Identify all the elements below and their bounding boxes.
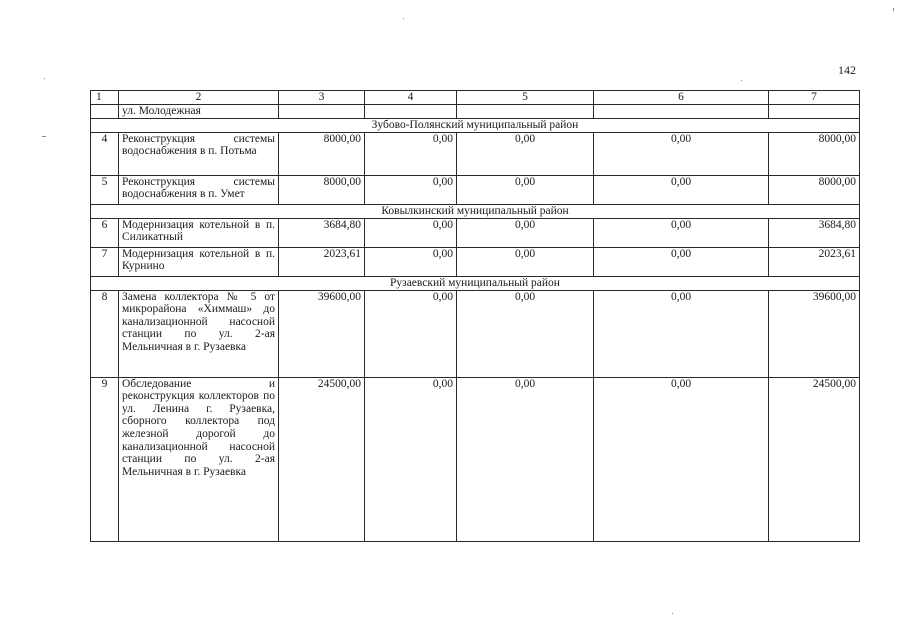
cell-col7: 39600,00 (769, 290, 860, 377)
scan-speck (672, 613, 673, 614)
row-number: 8 (91, 290, 119, 377)
column-header: 1 (91, 91, 119, 105)
object-name: Модернизация котельной в п. Курнино (119, 247, 279, 276)
continuation-row (91, 104, 860, 118)
table-row (91, 247, 860, 276)
cell-col6: 0,00 (594, 132, 769, 175)
cell-col7: 8000,00 (769, 132, 860, 175)
object-name: ул. Молодежная (119, 104, 279, 118)
cell-col3: 8000,00 (279, 175, 365, 204)
column-header: 4 (365, 91, 457, 105)
column-number-row (91, 91, 860, 105)
table-row (91, 132, 860, 175)
cell-col3: 3684,80 (279, 218, 365, 247)
cell-col7: 8000,00 (769, 175, 860, 204)
cell-col6: 0,00 (594, 290, 769, 377)
cell-col3: 2023,61 (279, 247, 365, 276)
object-name: Модернизация котельной в п. Силикатный (119, 218, 279, 247)
cell-col6: 0,00 (594, 377, 769, 541)
column-header: 5 (457, 91, 594, 105)
object-name: Обследование и реконструкция коллекторов по ул. Ленина г. Рузаевка, сборного коллектора под железной дорогой до канализационной насосной станции по ул. 2-ая Мельничная в г. Рузаевка (119, 377, 279, 541)
row-number: 6 (91, 218, 119, 247)
scan-speck (741, 80, 742, 81)
cell-col4: 0,00 (365, 175, 457, 204)
cell-col3: 39600,00 (279, 290, 365, 377)
table-row (91, 377, 860, 541)
cell-col6: 0,00 (594, 247, 769, 276)
cell-col5: 0,00 (457, 290, 594, 377)
object-name: Реконструкция системы водоснабжения в п. Умет (119, 175, 279, 204)
cell-col4: 0,00 (365, 132, 457, 175)
column-header: 6 (594, 91, 769, 105)
cell-col5: 0,00 (457, 247, 594, 276)
district-row (91, 204, 860, 218)
cell-col5: 0,00 (457, 175, 594, 204)
cell-col7: 3684,80 (769, 218, 860, 247)
cell-col6: 0,00 (594, 218, 769, 247)
column-header: 7 (769, 91, 860, 105)
district-title: Зубово-Полянский муниципальный район (91, 118, 860, 132)
object-name: Реконструкция системы водоснабжения в п. Потьма (119, 132, 279, 175)
cell-col7: 2023,61 (769, 247, 860, 276)
district-title: Ковылкинский муниципальный район (91, 204, 860, 218)
scan-speck (893, 8, 894, 11)
table-row (91, 290, 860, 377)
cell-col3: 24500,00 (279, 377, 365, 541)
budget-table (90, 90, 860, 542)
page-number: 142 (838, 63, 856, 77)
row-number: 7 (91, 247, 119, 276)
cell-col4: 0,00 (365, 377, 457, 541)
row-number: 5 (91, 175, 119, 204)
cell-col7: 24500,00 (769, 377, 860, 541)
district-row (91, 276, 860, 290)
row-number: 4 (91, 132, 119, 175)
column-header: 2 (119, 91, 279, 105)
cell-col3: 8000,00 (279, 132, 365, 175)
scan-speck (403, 18, 404, 19)
scan-speck (44, 78, 45, 79)
column-header: 3 (279, 91, 365, 105)
cell-col4: 0,00 (365, 218, 457, 247)
row-number: 9 (91, 377, 119, 541)
cell-col6: 0,00 (594, 175, 769, 204)
scan-speck (42, 136, 46, 137)
object-name: Замена коллектора № 5 от микрорайона «Химмаш» до канализационной насосной станции по ул. 2-ая Мельничная в г. Рузаевка (119, 290, 279, 377)
district-title: Рузаевский муниципальный район (91, 276, 860, 290)
cell-col4: 0,00 (365, 290, 457, 377)
cell-col5: 0,00 (457, 377, 594, 541)
district-row (91, 118, 860, 132)
cell-col5: 0,00 (457, 132, 594, 175)
row-number (91, 104, 119, 118)
cell-col5: 0,00 (457, 218, 594, 247)
table-row (91, 218, 860, 247)
cell-col4: 0,00 (365, 247, 457, 276)
table-row (91, 175, 860, 204)
